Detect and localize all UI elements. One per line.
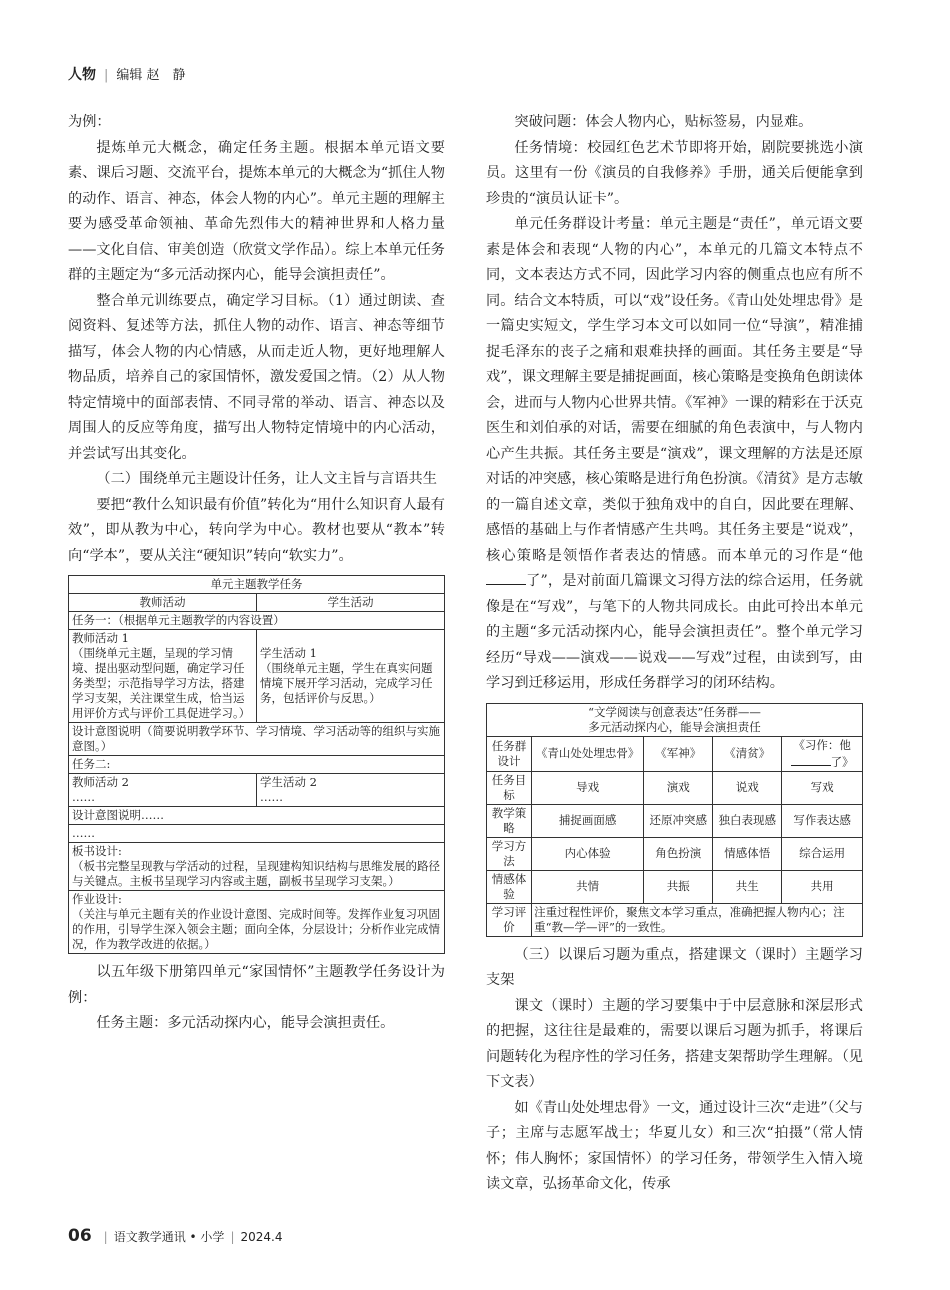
paragraph: 要把“教什么知识最有价值”转化为“用什么知识育人最有效”，即从教为中心，转向学为中心。教材也要从“教本”转向“学本”，要从关注“硬知识”转向“软实力”。 bbox=[68, 496, 445, 564]
issue-date: 2024.4 bbox=[240, 1230, 283, 1244]
eval-label: 学习评价 bbox=[487, 903, 532, 936]
design1: 设计意图说明（简要说明教学环节、学习情境、学习活动等的组织与实施意图。） bbox=[69, 723, 445, 756]
table2-head: 《清贫》 bbox=[713, 736, 782, 771]
paragraph: 突破问题：体会人物内心，贴标签易，内显难。 bbox=[514, 114, 813, 130]
task2: 任务二: bbox=[69, 756, 445, 774]
table2-title: “文学阅读与创意表达”任务群—— 多元活动探内心，能导会演担责任 bbox=[487, 703, 863, 736]
table-cell: 导戏 bbox=[532, 771, 644, 804]
table-cell: 共生 bbox=[713, 870, 782, 903]
section-heading: （二）围绕单元主题设计任务，让人文主旨与言语共生 bbox=[96, 471, 437, 487]
table-cell: 学习方法 bbox=[487, 837, 532, 870]
col-teacher: 教师活动 bbox=[69, 594, 257, 612]
table2-head: 《习作：他 了》 bbox=[782, 736, 863, 771]
board-design: 板书设计: （板书完整呈现教与学活动的过程，呈现建构知识结构与思维发展的路径与关键点。主板书呈现学习内容或主题，副板书呈现学习支架。） bbox=[69, 843, 445, 891]
table-cell: 写戏 bbox=[782, 771, 863, 804]
paragraph: 以五年级下册第四单元“家国情怀”主题教学任务设计为例： bbox=[68, 964, 445, 1006]
table-cell: 任务目标 bbox=[487, 771, 532, 804]
page-number: 06 bbox=[68, 1226, 92, 1246]
table2-head: 任务群设计 bbox=[487, 736, 532, 771]
table2-head: 《青山处处埋忠骨》 bbox=[532, 736, 644, 771]
table-cell: 独白表现感 bbox=[713, 804, 782, 837]
task2-teacher: 教师活动 2 …… bbox=[69, 774, 257, 807]
header-section: 人物 bbox=[68, 67, 96, 83]
task-group-table bbox=[486, 703, 863, 937]
table-cell: 情感体悟 bbox=[713, 837, 782, 870]
page-footer: 06 | 语文教学通讯 • 小学 | 2024.4 bbox=[68, 1226, 283, 1246]
table-cell: 角色扮演 bbox=[644, 837, 713, 870]
col-student: 学生活动 bbox=[257, 594, 445, 612]
table-cell: 共用 bbox=[782, 870, 863, 903]
table-cell: 演戏 bbox=[644, 771, 713, 804]
table-title: 单元主题教学任务 bbox=[69, 576, 445, 594]
table-cell: 内心体验 bbox=[532, 837, 644, 870]
header-editor: 编辑 赵 静 bbox=[116, 68, 186, 83]
paragraph: 整合单元训练要点，确定学习目标。（1）通过朗读、查阅资料、复述等方法，抓住人物的动作、语言、神态等细节描写，体会人物的内心情感，从而走近人物，更好地理解人物品质，培养自己的家国情怀，激发爱国之情。（2）从人物特定情境中的面部表情、不同寻常的举动、语言、神态以及周围人的反应等角度，描写出人物特定情境中的内心活动，并尝试写出其变化。 bbox=[68, 292, 445, 462]
eval-text: 注重过程性评价，聚焦文本学习重点，准确把握人物内心；注重“教—学—评”的一致性。 bbox=[532, 903, 863, 936]
page-header: 人物 | 编辑 赵 静 bbox=[68, 67, 186, 83]
paragraph: 单元任务群设计考量：单元主题是“责任”，单元语文要素是体会和表现“人物的内心”，本单元的几篇文本特点不同，文本表达方式不同，因此学习内容的侧重点也应有所不同。结合文本特质，可以“戏”设任务。《青山处处埋忠骨》是一篇史实短文，学生学习本文可以如同一位“导演”，精准捕捉毛泽东的丧子之痛和艰难抉择的画面。其任务主要是“导戏”，课文理解主要是捕捉画面，核心策略是变换角色朗读体会，进而与人物内心世界共情。《军神》一课的精彩在于沃克医生和刘伯承的对话，需要在细腻的角色表演中，与人物内心产生共振。其任务主要是“演戏”，课文理解的方法是还原对话的冲突感，核心策略是进行角色扮演。《清贫》是方志敏的一篇自述文章，类似于独角戏中的自白，因此要在理解、感悟的基础上与作者情感产生共鸣。其任务主要是“说戏”，核心策略是领悟作者表达的情感。而本单元的习作是“他了”，是对前面几篇课文习得方法的综合运用，任务就像是在“写戏”，与笔下的人物共同成长。由此可拎出本单元的主题“多元活动探内心，能导会演担责任”。整个单元学习经历“导戏——演戏——说戏——写戏”过程，由读到写，由学习到迁移运用，形成任务群学习的闭环结构。 bbox=[486, 216, 863, 691]
table-cell: 写作表达感 bbox=[782, 804, 863, 837]
paragraph: 提炼单元大概念，确定任务主题。根据本单元语文要素、课后习题、交流平台，提炼本单元的大概念为“抓住人物的动作、语言、神态，体会人物的内心”。单元主题的理解主要为感受革命领袖、革命先烈伟大的精神世界和人格力量——文化自信、审美创造（欣赏文学作品）。综上本单元任务群的主题定为“多元活动探内心，能导会演担责任”。 bbox=[68, 139, 445, 283]
task1: 任务一：（根据单元主题教学的内容设置） bbox=[69, 612, 445, 630]
table-cell: 捕捉画面感 bbox=[532, 804, 644, 837]
left-column bbox=[68, 110, 445, 1037]
table-cell: 共振 bbox=[644, 870, 713, 903]
section-heading: （三）以课后习题为重点，搭建课文（课时）主题学习支架 bbox=[486, 946, 863, 988]
right-column bbox=[486, 110, 863, 1198]
ellipsis: …… bbox=[69, 825, 445, 843]
paragraph: 课文（课时）主题的学习要集中于中层意脉和深层形式的把握，这往往是最难的，需要以课后习题为抓手，将课后问题转化为程序性的学习任务，搭建支架帮助学生理解。（见下文表） bbox=[486, 997, 863, 1090]
table-cell: 还原冲突感 bbox=[644, 804, 713, 837]
table2-head: 《军神》 bbox=[644, 736, 713, 771]
table-cell: 说戏 bbox=[713, 771, 782, 804]
paragraph: 如《青山处处埋忠骨》一文，通过设计三次“走进”（父与子；主席与志愿军战士；华夏儿女）和三次“拍摄”（常人情怀；伟人胸怀；家国情怀）的学习任务，带领学生入情入境读文章，弘扬革命文化，传承 bbox=[486, 1099, 863, 1192]
journal-name: 语文教学通讯 • 小学 bbox=[113, 1230, 225, 1244]
table-cell: 共情 bbox=[532, 870, 644, 903]
design2: 设计意图说明…… bbox=[69, 807, 445, 825]
task2-student: 学生活动 2 …… bbox=[257, 774, 445, 807]
paragraph: 任务主题：多元活动探内心，能导会演担责任。 bbox=[96, 1015, 395, 1031]
paragraph: 为例： bbox=[68, 114, 111, 130]
unit-task-table bbox=[68, 575, 445, 954]
homework-design: 作业设计: （关注与单元主题有关的作业设计意图、完成时间等。发挥作业复习巩固的作用，引导学生深入领会主题；面向全体，分层设计；分析作业完成情况，作为教学改进的依据。） bbox=[69, 891, 445, 954]
task1-student: 学生活动 1 （围绕单元主题，学生在真实问题情境下展开学习活动，完成学习任务，包括评价与反思。） bbox=[257, 630, 445, 723]
table-cell: 综合运用 bbox=[782, 837, 863, 870]
paragraph: 任务情境：校园红色艺术节即将开始，剧院要挑选小演员。这里有一份《演员的自我修养》手册，通关后便能拿到珍贵的“演员认证卡”。 bbox=[486, 139, 863, 207]
table-cell: 教学策略 bbox=[487, 804, 532, 837]
table-cell: 情感体验 bbox=[487, 870, 532, 903]
task1-teacher: 教师活动 1 （围绕单元主题，呈现的学习情境、提出驱动型问题，确定学习任务类型；示范指导学习方法，搭建学习支架，关注课堂生成，恰当运用评价方式与评价工具促进学习。） bbox=[69, 630, 257, 723]
